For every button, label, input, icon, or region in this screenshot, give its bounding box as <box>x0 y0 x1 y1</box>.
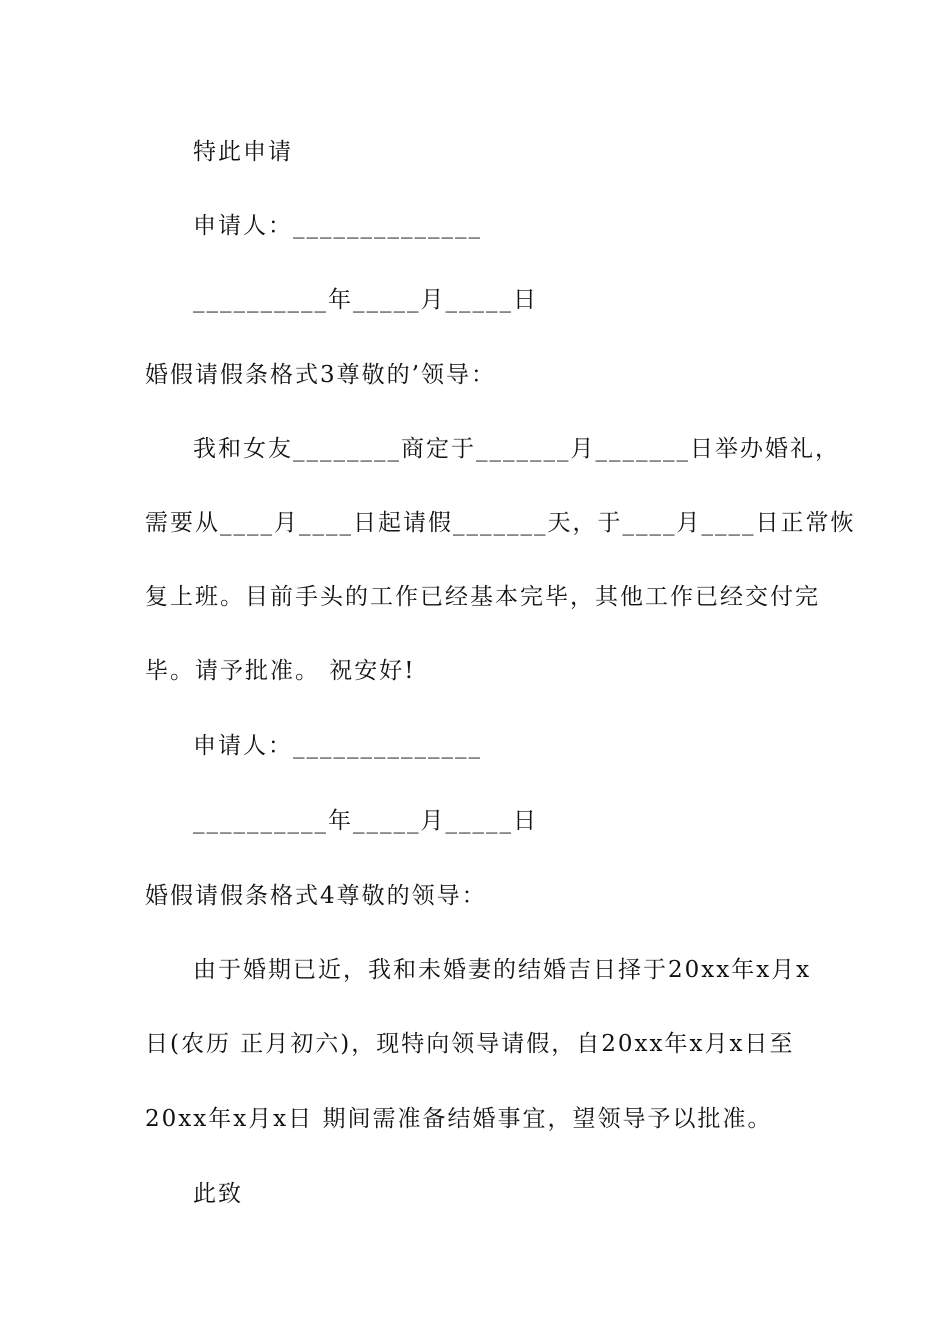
applicant-signature-line: 申请人：______________ <box>193 733 482 759</box>
body-paragraph-line: 20xx年x月x日 期间需准备结婚事宜，望领导予以批准。 <box>145 1106 773 1132</box>
body-paragraph-line: 毕。请予批准。 祝安好! <box>145 658 416 684</box>
body-paragraph-line: 我和女友________商定于_______月_______日举办婚礼， <box>193 436 840 462</box>
closing-phrase: 特此申请 <box>193 139 293 165</box>
salutation-closing: 此致 <box>193 1181 243 1207</box>
body-paragraph-line: 复上班。目前手头的工作已经基本完毕，其他工作已经交付完 <box>145 584 820 610</box>
applicant-signature-line: 申请人：______________ <box>193 213 482 239</box>
date-line: __________年_____月_____日 <box>193 287 538 313</box>
section-heading-format-3: 婚假请假条格式3尊敬的’领导： <box>145 362 496 388</box>
section-heading-format-4: 婚假请假条格式4尊敬的领导： <box>145 883 487 909</box>
body-paragraph-line: 日(农历 正月初六)，现特向领导请假，自20xx年x月x日至 <box>145 1031 795 1057</box>
date-line: __________年_____月_____日 <box>193 808 538 834</box>
body-paragraph-line: 需要从____月____日起请假_______天，于____月____日正常恢 <box>145 510 856 536</box>
body-paragraph-line: 由于婚期已近，我和未婚妻的结婚吉日择于20xx年x月x <box>193 957 812 983</box>
